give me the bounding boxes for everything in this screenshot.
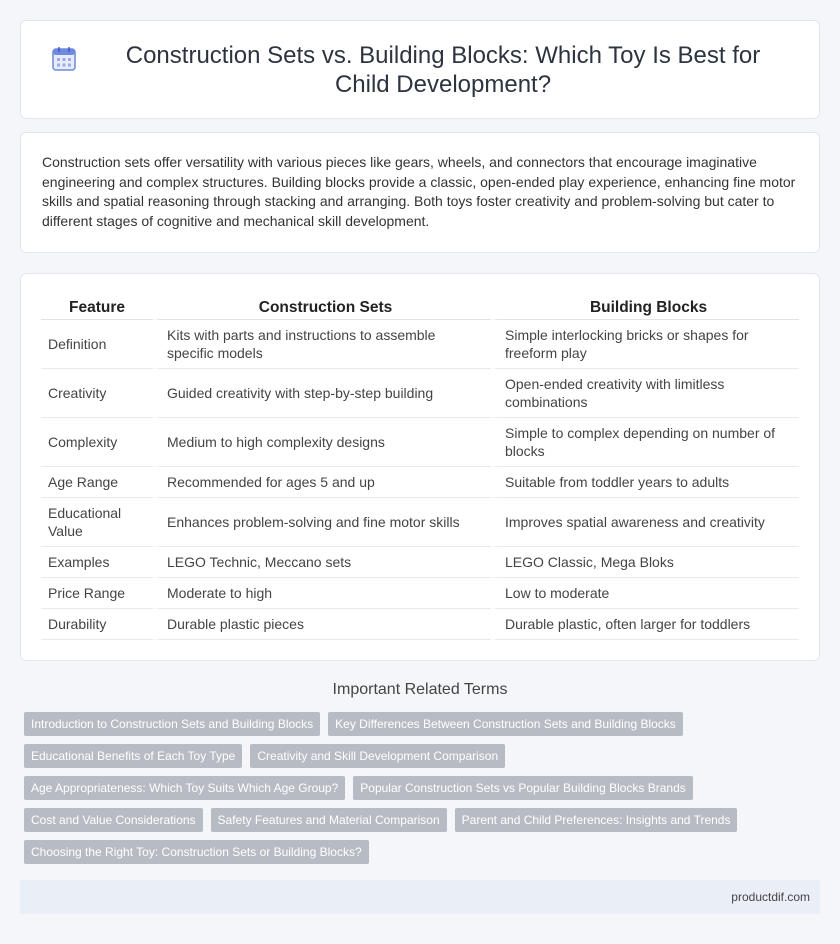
feature-cell: Examples [41,547,153,578]
construction-cell: Kits with parts and instructions to assemble specific models [153,320,491,369]
table-row [41,320,799,369]
table-row [41,498,799,547]
intro-paragraph: Construction sets offer versatility with various pieces like gears, wheels, and connectors that encourage imaginative engineering and complex structures. Building blocks provide a classic, open-ended play experience, enhancing fine motor skills and spatial reasoning through stacking and arranging. Both toys foster creativity and problem-solving but cater to different stages of cognitive and mechanical skill development. [42,154,796,229]
construction-cell: Moderate to high [153,578,491,609]
related-term-tag[interactable]: Safety Features and Material Comparison [211,808,447,832]
related-term-tag[interactable]: Popular Construction Sets vs Popular Building Blocks Brands [353,776,693,800]
blocks-cell: LEGO Classic, Mega Bloks [491,547,799,578]
related-term-tag[interactable]: Creativity and Skill Development Comparison [250,744,505,768]
table-row [41,578,799,609]
related-terms-title: Important Related Terms [332,681,508,698]
table-row [41,418,799,467]
feature-cell: Age Range [41,467,153,498]
construction-cell: Enhances problem-solving and fine motor skills [153,498,491,547]
related-terms-list [24,712,816,864]
header-feature: Feature [41,294,153,320]
feature-cell: Price Range [41,578,153,609]
blocks-cell: Low to moderate [491,578,799,609]
related-term-tag[interactable]: Cost and Value Considerations [24,808,203,832]
feature-cell: Durability [41,609,153,640]
construction-cell: Recommended for ages 5 and up [153,467,491,498]
construction-cell: LEGO Technic, Meccano sets [153,547,491,578]
blocks-cell: Improves spatial awareness and creativity [491,498,799,547]
comparison-table [41,294,799,640]
construction-cell: Guided creativity with step-by-step building [153,369,491,418]
related-term-tag[interactable]: Introduction to Construction Sets and Building Blocks [24,712,320,736]
table-row [41,467,799,498]
comparison-table-card [20,273,820,661]
construction-cell: Medium to high complexity designs [153,418,491,467]
feature-cell: Definition [41,320,153,369]
header-construction-sets: Construction Sets [153,294,491,320]
table-row [41,369,799,418]
table-row [41,609,799,640]
blocks-cell: Open-ended creativity with limitless combinations [491,369,799,418]
header-card [20,20,820,119]
footer-bar [20,880,820,914]
page-title: Construction Sets vs. Building Blocks: Which Toy Is Best for Child Development? [125,41,761,98]
related-term-tag[interactable]: Choosing the Right Toy: Construction Sets or Building Blocks? [24,840,369,864]
related-term-tag[interactable]: Educational Benefits of Each Toy Type [24,744,242,768]
blocks-cell: Suitable from toddler years to adults [491,467,799,498]
blocks-cell: Simple to complex depending on number of blocks [491,418,799,467]
related-term-tag[interactable]: Age Appropriateness: Which Toy Suits Which Age Group? [24,776,345,800]
feature-cell: Educational Value [41,498,153,547]
feature-cell: Complexity [41,418,153,467]
construction-cell: Durable plastic pieces [153,609,491,640]
header-building-blocks: Building Blocks [491,294,799,320]
related-term-tag[interactable]: Parent and Child Preferences: Insights and Trends [455,808,738,832]
table-header-row [41,294,799,320]
related-term-tag[interactable]: Key Differences Between Construction Sets and Building Blocks [328,712,683,736]
feature-cell: Creativity [41,369,153,418]
table-row [41,547,799,578]
blocks-cell: Durable plastic, often larger for toddlers [491,609,799,640]
blocks-cell: Simple interlocking bricks or shapes for freeform play [491,320,799,369]
footer-brand[interactable]: productdif.com [731,890,810,904]
calendar-grid-icon [51,46,77,72]
intro-card [20,132,820,253]
